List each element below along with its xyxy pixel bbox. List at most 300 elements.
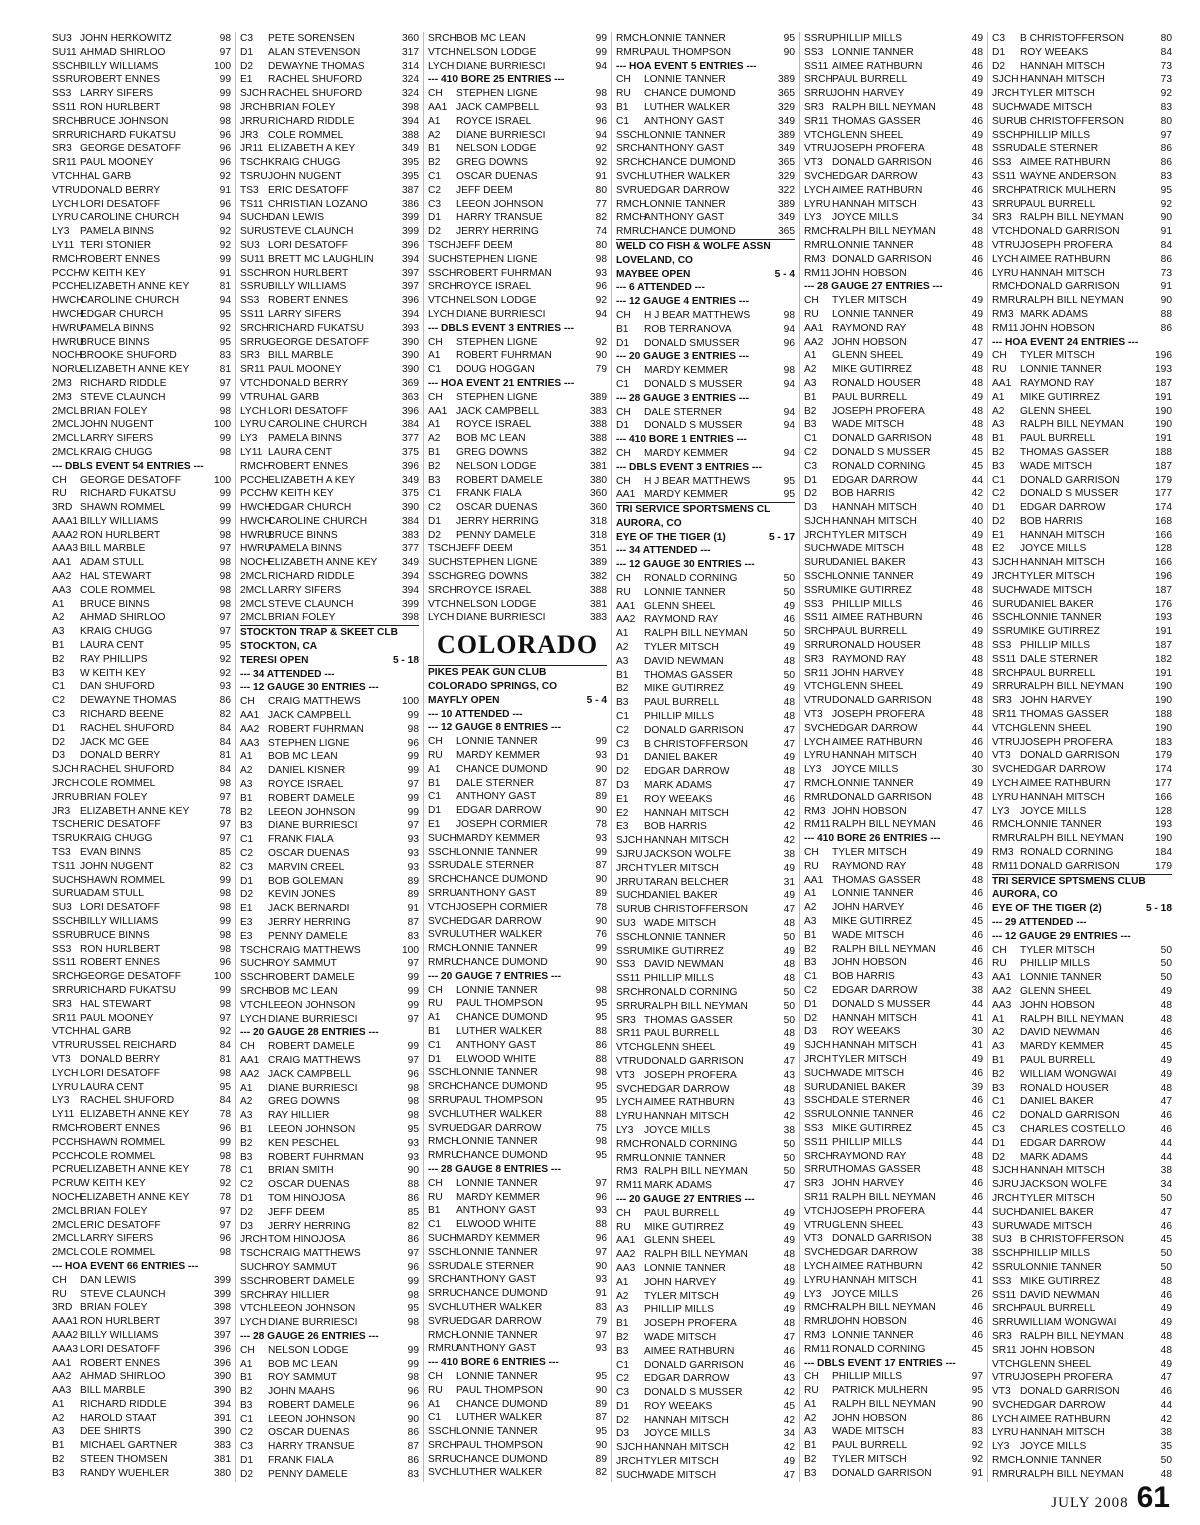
shooter-name: BRIAN FOLEY [80, 1205, 148, 1217]
score: 48 [783, 959, 795, 971]
score: 394 [402, 115, 419, 127]
score: 396 [402, 405, 419, 417]
score: 48 [971, 695, 983, 707]
shooter-name: MARDY KEMMER [456, 1232, 541, 1244]
shooter-name: PHILLIP MILLS [644, 1304, 715, 1316]
score: 389 [590, 391, 607, 403]
class-code: SRCH [992, 667, 1021, 679]
shooter-name: GLENN SHEEL [644, 600, 716, 612]
shooter-name: ROY WEEAKS [644, 793, 713, 805]
shooter-name: PAUL BURRELL [1020, 1303, 1096, 1315]
result-row [616, 655, 795, 669]
class-code: PCCH [52, 281, 81, 293]
class-code: VTRU [52, 184, 80, 196]
class-code: 2M3 [52, 391, 72, 403]
class-code: LYCH [52, 1067, 79, 1079]
result-row [240, 239, 419, 253]
score: 97 [219, 46, 231, 58]
score: 95 [783, 33, 795, 44]
result-row [52, 405, 231, 419]
shooter-name: DIANE BURRIESCI [456, 612, 546, 624]
score: 97 [219, 377, 231, 389]
score: 49 [783, 752, 795, 764]
shooter-name: STEPHEN LIGNE [456, 88, 538, 100]
result-row [992, 1468, 1172, 1482]
score: 50 [1160, 972, 1172, 984]
shooter-name: CHANCE DUMOND [456, 763, 548, 775]
score: 49 [1160, 1054, 1172, 1066]
score: 95 [783, 475, 795, 487]
score: 92 [595, 295, 607, 307]
shooter-name: DALE STERNER [456, 777, 535, 789]
shooter-name: JOYCE MILLS [1020, 543, 1087, 555]
class-code: LYCH [992, 1413, 1019, 1425]
result-row [616, 903, 795, 917]
score: 38 [1160, 1165, 1172, 1177]
score: 93 [407, 834, 419, 846]
result-row [240, 764, 419, 778]
score: 50 [1160, 1192, 1172, 1204]
score: 99 [219, 253, 231, 265]
section-header: STOCKTON TRAP & SKEET CLB [240, 625, 419, 640]
result-row [428, 928, 607, 942]
section-header: --- 20 GAUGE 27 ENTRIES --- [616, 1193, 755, 1205]
score: 82 [595, 212, 607, 224]
class-code: RM11 [992, 860, 1019, 872]
shooter-name: AIMEE RATHBURN [644, 1097, 735, 1109]
score: 166 [1155, 791, 1172, 803]
score: 86 [407, 1427, 419, 1439]
score: 78 [219, 1109, 231, 1121]
class-code: 2MCL [52, 405, 80, 417]
score: 174 [1155, 502, 1172, 514]
score: 73 [1160, 267, 1172, 279]
shooter-name: JOHN HARVEY [644, 1276, 717, 1288]
shooter-name: HANNAH MITSCH [1020, 60, 1105, 72]
score: 47 [971, 336, 983, 348]
class-code: CH [240, 696, 255, 708]
shooter-name: WAYNE ANDERSON [1020, 170, 1117, 182]
class-code: VTRU [804, 695, 832, 707]
class-code: SJCH [992, 1165, 1019, 1177]
shooter-name: GREG DOWNS [456, 446, 528, 458]
shooter-name: ROBERT FUHRMAN [456, 267, 552, 279]
shooter-name: AIMEE RATHBURN [1020, 157, 1111, 169]
class-code: AA1 [428, 101, 448, 113]
shooter-name: RICHARD RIDDLE [80, 1398, 167, 1410]
class-code: D2 [804, 488, 818, 500]
shooter-name: LORI DESATOFF [80, 198, 161, 210]
shooter-name: DAVID NEWMAN [1020, 1027, 1100, 1039]
shooter-name: TYLER MITSCH [832, 529, 907, 541]
score: 97 [219, 1012, 231, 1024]
score: 100 [214, 419, 231, 431]
class-code: C1 [804, 433, 818, 445]
shooter-name: JOHN HOBSON [832, 267, 907, 279]
section-header: --- HOA EVENT 21 ENTRIES --- [428, 377, 575, 389]
score: 97 [595, 1329, 607, 1341]
result-row [804, 1412, 983, 1426]
score: 81 [219, 281, 231, 293]
score: 86 [219, 695, 231, 707]
class-code: CH [616, 475, 631, 487]
class-code: CH [240, 1041, 255, 1053]
class-code: B2 [616, 1331, 629, 1343]
score: 191 [1155, 667, 1172, 679]
shooter-name: FRANK FIALA [456, 488, 522, 500]
shooter-name: DONALD GARRISON [832, 253, 932, 265]
score: 365 [778, 226, 795, 238]
shooter-name: RALPH BILL NEYMAN [832, 226, 936, 238]
result-row [992, 60, 1172, 74]
class-code: RMCH [240, 460, 271, 472]
class-code: LYCH [240, 1317, 267, 1329]
shooter-name: STEEN THOMSEN [80, 1454, 168, 1466]
shooter-name: RALPH BILL NEYMAN [1020, 212, 1124, 224]
shooter-name: LONNIE TANNER [456, 846, 538, 858]
result-row [52, 349, 231, 363]
shooter-name: AIMEE RATHBURN [832, 1260, 923, 1272]
result-row [52, 998, 231, 1012]
class-code: RU [992, 958, 1007, 970]
score: 377 [402, 543, 419, 555]
class-code: C1 [428, 170, 442, 182]
result-row [428, 1384, 607, 1398]
result-row [240, 1040, 419, 1054]
class-code: AA1 [428, 405, 448, 417]
shooter-name: CHANCE DUMOND [644, 88, 736, 100]
shooter-name: LONNIE TANNER [832, 571, 914, 583]
shooter-name: BOB MC LEAN [456, 33, 526, 44]
result-row [428, 515, 607, 529]
result-row [240, 723, 419, 737]
shooter-name: LONNIE TANNER [832, 308, 914, 320]
score: 49 [783, 1207, 795, 1219]
class-code: RU [428, 998, 443, 1010]
score: 92 [595, 336, 607, 348]
class-code: C2 [240, 1427, 254, 1439]
score: 98 [219, 598, 231, 610]
score: 47 [783, 1469, 795, 1481]
class-code: SS3 [992, 640, 1012, 652]
score: 390 [214, 1371, 231, 1383]
score: 187 [1155, 377, 1172, 389]
score: 46 [971, 157, 983, 169]
score: 196 [1155, 571, 1172, 583]
class-code: SUCH [616, 890, 645, 902]
result-row [992, 170, 1172, 184]
score: 92 [1160, 88, 1172, 100]
shooter-name: EDGAR DARROW [644, 1373, 730, 1385]
class-code: VTCH [992, 226, 1020, 238]
class-code: A3 [992, 1041, 1005, 1053]
score: 324 [402, 88, 419, 100]
class-code: CH [52, 474, 67, 486]
class-code: SJCH [992, 74, 1019, 86]
class-code: SSRU [992, 1261, 1021, 1273]
shooter-name: JOSEPH PROFERA [832, 405, 925, 417]
shooter-name: BRUCE BINNS [80, 598, 150, 610]
result-row [992, 418, 1172, 432]
result-row [52, 791, 231, 805]
result-row [240, 60, 419, 74]
class-code: SSCH [992, 1248, 1021, 1260]
shooter-name: PAUL THOMPSON [456, 1384, 543, 1396]
shooter-name: CHANCE DUMOND [456, 1288, 548, 1300]
result-row [804, 805, 983, 819]
column-6 [988, 32, 1176, 1482]
shooter-name: LUTHER WALKER [456, 1301, 543, 1313]
result-row [616, 1096, 795, 1110]
result-row [52, 170, 231, 184]
score: 98 [219, 571, 231, 583]
result-row [616, 115, 795, 129]
class-code: SR11 [804, 667, 829, 679]
result-row [804, 142, 983, 156]
class-code: A1 [428, 763, 441, 775]
shooter-name: DIANE BURRIESCI [268, 820, 358, 832]
score: 98 [219, 529, 231, 541]
score: 26 [971, 1288, 983, 1300]
score: 381 [590, 460, 607, 472]
section-header: --- 410 BORE 6 ENTRIES --- [428, 1357, 559, 1369]
score: 86 [1160, 253, 1172, 265]
score: 390 [402, 336, 419, 348]
shooter-name: JERRY HERRING [268, 917, 351, 928]
score: 46 [971, 115, 983, 127]
result-row [616, 1303, 795, 1317]
result-row [428, 749, 607, 763]
class-code: A2 [52, 612, 65, 624]
result-row [616, 1372, 795, 1386]
class-code: SR3 [804, 101, 824, 113]
result-row [52, 1163, 231, 1177]
shooter-name: RON HURLBERT [80, 101, 161, 113]
result-row [240, 225, 419, 239]
result-row [240, 46, 419, 60]
score: 47 [783, 1180, 795, 1192]
shooter-name: ROYCE ISRAEL [456, 419, 532, 431]
result-row [616, 73, 795, 87]
result-row [804, 1219, 983, 1233]
class-code: B3 [240, 1399, 253, 1411]
shooter-name: CHANCE DUMOND [456, 874, 548, 886]
result-row [616, 572, 795, 586]
result-row [804, 1301, 983, 1315]
shooter-name: RONALD HOUSER [1020, 1082, 1109, 1094]
result-row [52, 1246, 231, 1260]
section-header: TRI SERVICE SPORTSMENS CL [616, 502, 795, 517]
class-code: VTCH [428, 46, 456, 58]
result-row [992, 129, 1172, 143]
score: 48 [971, 543, 983, 555]
score: 50 [1160, 944, 1172, 956]
class-code: SSCH [992, 129, 1021, 141]
score: 128 [1155, 805, 1172, 817]
shooter-name: ROBERT DAMELE [268, 792, 355, 804]
class-code: VTCH [992, 1358, 1020, 1370]
score: 98 [219, 1067, 231, 1079]
class-code: AAA1 [52, 1316, 79, 1328]
class-code: SRRU [992, 198, 1021, 210]
score: 93 [595, 1205, 607, 1217]
class-code: SSCH [428, 571, 457, 583]
score [205, 1481, 231, 1482]
score: 46 [971, 1067, 983, 1079]
result-row [428, 142, 607, 156]
shooter-name: ROY WEEAKS [1020, 46, 1089, 58]
class-code: SRRU [616, 1000, 645, 1012]
class-code: 2MCL [240, 584, 268, 596]
result-row [428, 1191, 607, 1205]
result-row [804, 1025, 983, 1039]
shooter-name: CHANCE DUMOND [644, 226, 736, 238]
shooter-name: CHANCE DUMOND [644, 157, 736, 169]
class-code: AA2 [240, 723, 260, 735]
class-code: E3 [240, 930, 253, 942]
score: 46 [971, 612, 983, 624]
score: 80 [595, 184, 607, 196]
class-code: TSCH [240, 1248, 268, 1260]
class-code: VT3 [804, 1233, 823, 1245]
score: 191 [1155, 391, 1172, 403]
score: 38 [971, 1233, 983, 1245]
shooter-name: GLENN SHEEL [644, 1042, 716, 1054]
result-row [52, 294, 231, 308]
result-row [428, 915, 607, 929]
section-header: --- 10 ATTENDED --- [428, 708, 523, 720]
shooter-name: NELSON LODGE [268, 1344, 349, 1356]
class-code: B2 [52, 653, 65, 665]
score: 97 [219, 819, 231, 831]
result-row [992, 405, 1172, 419]
score: 78 [595, 901, 607, 913]
shooter-name: DIANE BURRIESCI [456, 60, 546, 72]
score: 49 [971, 74, 983, 86]
score: 399 [402, 212, 419, 224]
result-row [804, 749, 983, 763]
shooter-name: STEPHEN LIGNE [456, 391, 538, 403]
shooter-name: EDGAR DARROW [644, 1083, 730, 1095]
shooter-name: CHANCE DUMOND [456, 1081, 548, 1093]
shooter-name: EDGAR CHURCH [80, 308, 164, 320]
score: 390 [402, 364, 419, 376]
score: 90 [783, 46, 795, 58]
result-row [240, 515, 419, 529]
shooter-name: CHANCE DUMOND [456, 1398, 548, 1410]
class-code: PCCH [52, 1150, 81, 1162]
result-row [52, 1081, 231, 1095]
result-row [240, 1426, 419, 1440]
score: 34 [1160, 1179, 1172, 1191]
result-row [804, 460, 983, 474]
score: 48 [1160, 999, 1172, 1011]
score: 46 [783, 1345, 795, 1357]
class-code: SRRU [428, 1453, 457, 1465]
shooter-name: RALPH BILL NEYMAN [1020, 1330, 1124, 1342]
class-code: SS11 [52, 101, 77, 113]
result-row [52, 915, 231, 929]
result-row [992, 584, 1172, 598]
shooter-name: WADE MITSCH [1020, 101, 1093, 113]
result-row [804, 1315, 983, 1329]
score: 324 [402, 74, 419, 86]
result-row [428, 1135, 607, 1149]
class-code: RU [992, 364, 1007, 376]
shooter-name: ELIZABETH ANNE KEY [80, 805, 190, 817]
shooter-name: RACHEL SHUFORD [80, 764, 175, 776]
result-row [804, 1163, 983, 1177]
class-code: RMCH [616, 212, 647, 224]
result-row [992, 1220, 1172, 1234]
result-row [240, 792, 419, 806]
result-row [616, 793, 795, 807]
score: 99 [219, 391, 231, 403]
score: 396 [214, 1357, 231, 1369]
shooter-name: NELSON LODGE [456, 460, 537, 472]
shooter-name: MARDY KEMMER [456, 832, 541, 844]
result-row [52, 1025, 231, 1039]
shooter-name: HAL GARB [80, 1026, 132, 1038]
class-code: E2 [616, 807, 629, 819]
score: 49 [971, 88, 983, 100]
result-row [52, 487, 231, 501]
result-row [428, 336, 607, 350]
result-row [52, 1301, 231, 1315]
score: 48 [1160, 1013, 1172, 1025]
class-code: LYCH [804, 184, 831, 196]
shooter-name: RAY HILLIER [268, 1110, 330, 1122]
shooter-name: RONALD CORNING [644, 986, 738, 998]
result-row [804, 32, 983, 46]
class-code: CH [240, 1344, 255, 1356]
shooter-name: B CHRISTOFFERSON [1020, 115, 1124, 127]
result-row [240, 1082, 419, 1096]
section-header [428, 694, 607, 708]
result-row [804, 956, 983, 970]
class-code: D1 [240, 875, 254, 887]
shooter-name: LUTHER WALKER [644, 101, 731, 113]
score: 42 [783, 807, 795, 819]
result-row [616, 1179, 795, 1193]
shooter-name: MARVIN CREEL [268, 861, 345, 873]
result-row [428, 211, 607, 225]
shooter-name: GEORGE DESATOFF [80, 971, 181, 983]
shooter-name: BRIAN SMITH [268, 1165, 334, 1177]
score: 90 [407, 1413, 419, 1425]
result-row [240, 142, 419, 156]
score: 87 [407, 917, 419, 928]
result-row [616, 931, 795, 945]
shooter-name: MARDY KEMMER [1020, 1041, 1105, 1053]
result-row [616, 958, 795, 972]
shooter-name: JOSEPH PROFERA [644, 1318, 737, 1330]
shooter-name: BRIAN FOLEY [80, 405, 148, 417]
result-row [992, 944, 1172, 958]
score: 46 [971, 1109, 983, 1121]
score: 398 [214, 1302, 231, 1314]
class-code: JRCH [240, 101, 268, 113]
score: 99 [407, 1275, 419, 1287]
result-row [240, 1261, 419, 1275]
score: 389 [778, 198, 795, 210]
class-code: B2 [428, 157, 441, 169]
class-code: 2MCL [52, 433, 80, 445]
result-row [992, 971, 1172, 985]
section-header: STOCKTON, CA [240, 641, 318, 653]
shooter-name: LONNIE TANNER [832, 888, 914, 900]
result-row [240, 1109, 419, 1123]
